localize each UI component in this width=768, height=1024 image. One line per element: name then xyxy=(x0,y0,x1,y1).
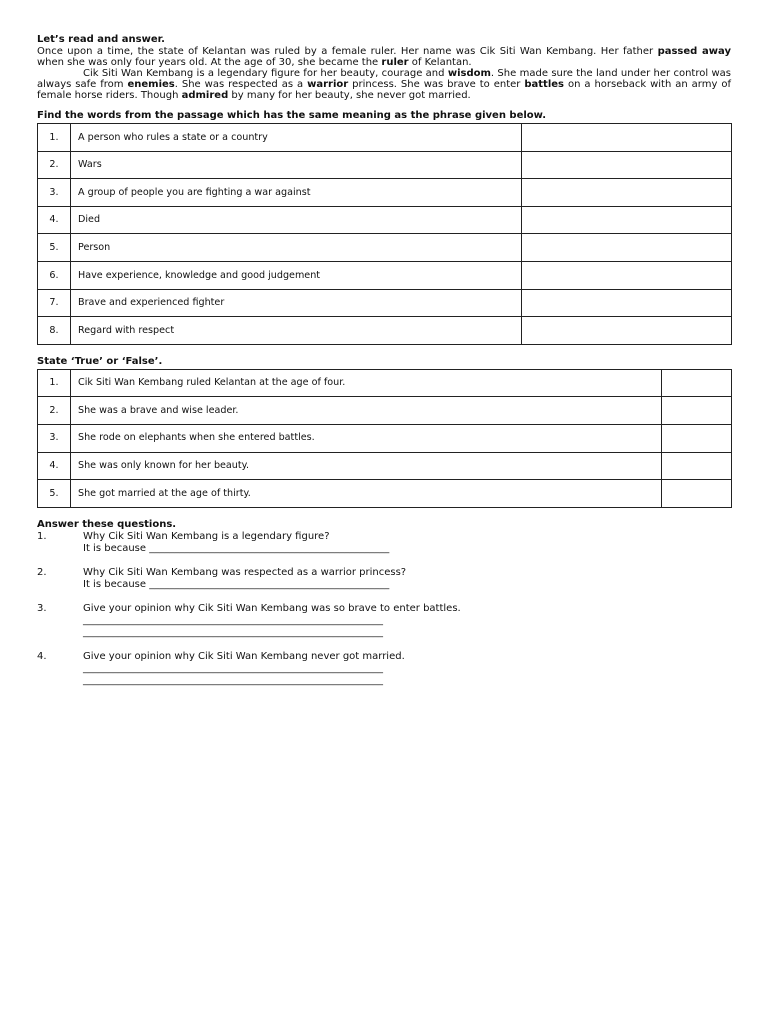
item-text: She got married at the age of thirty. xyxy=(71,480,662,508)
passage-text: princess. She was brave to enter xyxy=(348,79,525,90)
question-text: Give your opinion why Cik Siti Wan Kembang never got married. xyxy=(83,650,405,662)
passage-text: . She was respected as a xyxy=(174,79,308,90)
reading-heading: Let’s read and answer. xyxy=(37,34,165,45)
true-false-row xyxy=(38,397,732,425)
item-text: She was a brave and wise leader. xyxy=(71,397,662,425)
item-number: 1. xyxy=(38,124,71,152)
passage-paragraph-2 xyxy=(37,68,731,101)
question-item xyxy=(37,603,731,639)
section1-heading: Find the words from the passage which has the same meaning as the phrase given below. xyxy=(37,110,547,121)
passage-text: Cik Siti Wan Kembang is a legendary figure for her beauty, courage and xyxy=(83,68,448,79)
bold-keyword: ruler xyxy=(381,57,409,68)
item-number: 2. xyxy=(38,151,71,179)
question-number: 3. xyxy=(37,602,47,614)
item-text: A person who rules a state or a country xyxy=(71,124,522,152)
answer-cell[interactable] xyxy=(522,179,732,207)
answer-cell[interactable] xyxy=(662,480,732,508)
true-false-row xyxy=(38,369,732,397)
item-number: 4. xyxy=(38,206,71,234)
question-item xyxy=(37,567,731,591)
item-text: Brave and experienced fighter xyxy=(71,289,522,317)
bold-keyword: enemies xyxy=(127,79,175,90)
item-number: 6. xyxy=(38,261,71,289)
item-number: 5. xyxy=(38,234,71,262)
item-text: She rode on elephants when she entered battles. xyxy=(71,424,662,452)
worksheet-page xyxy=(37,34,731,687)
section3-heading: Answer these questions. xyxy=(37,518,177,530)
item-number: 3. xyxy=(38,424,71,452)
answer-cell[interactable] xyxy=(662,424,732,452)
item-text: Died xyxy=(71,206,522,234)
bold-keyword: battles xyxy=(524,79,565,90)
vocabulary-row xyxy=(38,179,732,207)
passage-text: Once upon a time, the state of Kelantan was ruled by a female ruler. Her name was Cik Siti Wan Kembang. Her father xyxy=(37,46,658,57)
bold-keyword: passed away xyxy=(657,46,731,57)
answer-cell[interactable] xyxy=(662,369,732,397)
vocabulary-row xyxy=(38,151,732,179)
bold-keyword: admired xyxy=(181,90,229,101)
question-number: 1. xyxy=(37,530,47,542)
true-false-row xyxy=(38,480,732,508)
bold-keyword: wisdom xyxy=(447,68,491,79)
true-false-table xyxy=(37,369,732,508)
item-number: 8. xyxy=(38,317,71,345)
passage-text: when she was only four years old. At the age of 30, she became the xyxy=(37,57,382,68)
item-text: Regard with respect xyxy=(71,317,522,345)
question-item xyxy=(37,531,731,555)
question-number: 4. xyxy=(37,650,47,662)
passage-text: on a horseback with an army of female horse riders. Though xyxy=(37,79,731,101)
vocabulary-row xyxy=(38,124,732,152)
answer-cell[interactable] xyxy=(662,452,732,480)
question-text: Why Cik Siti Wan Kembang is a legendary figure? xyxy=(83,530,330,542)
item-number: 7. xyxy=(38,289,71,317)
true-false-row xyxy=(38,424,732,452)
item-number: 5. xyxy=(38,480,71,508)
item-text: Wars xyxy=(71,151,522,179)
vocabulary-row xyxy=(38,234,732,262)
answer-line[interactable]: ____________________________________________________________ xyxy=(83,626,383,638)
question-item xyxy=(37,651,731,687)
answer-line[interactable]: ____________________________________________________________ xyxy=(83,614,383,626)
item-text: Person xyxy=(71,234,522,262)
answer-cell[interactable] xyxy=(522,317,732,345)
passage-text: by many for her beauty, she never got married. xyxy=(228,90,471,101)
item-number: 3. xyxy=(38,179,71,207)
vocabulary-row xyxy=(38,206,732,234)
answer-cell[interactable] xyxy=(522,234,732,262)
passage-paragraph-1 xyxy=(37,46,731,68)
item-text: Cik Siti Wan Kembang ruled Kelantan at the age of four. xyxy=(71,369,662,397)
questions-list xyxy=(37,531,731,687)
section2-heading: State ‘True’ or ‘False’. xyxy=(37,355,163,367)
question-text: Give your opinion why Cik Siti Wan Kembang was so brave to enter battles. xyxy=(83,602,461,614)
answer-cell[interactable] xyxy=(662,397,732,425)
answer-line[interactable]: It is because ________________________________________________ xyxy=(83,542,390,554)
answer-line[interactable]: It is because ________________________________________________ xyxy=(83,578,390,590)
item-number: 4. xyxy=(38,452,71,480)
question-number: 2. xyxy=(37,566,47,578)
vocabulary-row xyxy=(38,261,732,289)
answer-cell[interactable] xyxy=(522,124,732,152)
item-number: 2. xyxy=(38,397,71,425)
item-text: A group of people you are fighting a war against xyxy=(71,179,522,207)
passage-text: . She made sure the land under her control was always safe from xyxy=(37,68,731,90)
item-text: Have experience, knowledge and good judgement xyxy=(71,261,522,289)
vocabulary-row xyxy=(38,317,732,345)
item-number: 1. xyxy=(38,369,71,397)
true-false-row xyxy=(38,452,732,480)
question-text: Why Cik Siti Wan Kembang was respected as a warrior princess? xyxy=(83,566,407,578)
item-text: She was only known for her beauty. xyxy=(71,452,662,480)
answer-cell[interactable] xyxy=(522,206,732,234)
bold-keyword: warrior xyxy=(307,79,349,90)
vocabulary-row xyxy=(38,289,732,317)
answer-line[interactable]: ____________________________________________________________ xyxy=(83,674,383,686)
answer-cell[interactable] xyxy=(522,151,732,179)
answer-cell[interactable] xyxy=(522,289,732,317)
answer-cell[interactable] xyxy=(522,261,732,289)
passage-text: of Kelantan. xyxy=(408,57,472,68)
vocabulary-table xyxy=(37,123,732,345)
answer-line[interactable]: ____________________________________________________________ xyxy=(83,662,383,674)
